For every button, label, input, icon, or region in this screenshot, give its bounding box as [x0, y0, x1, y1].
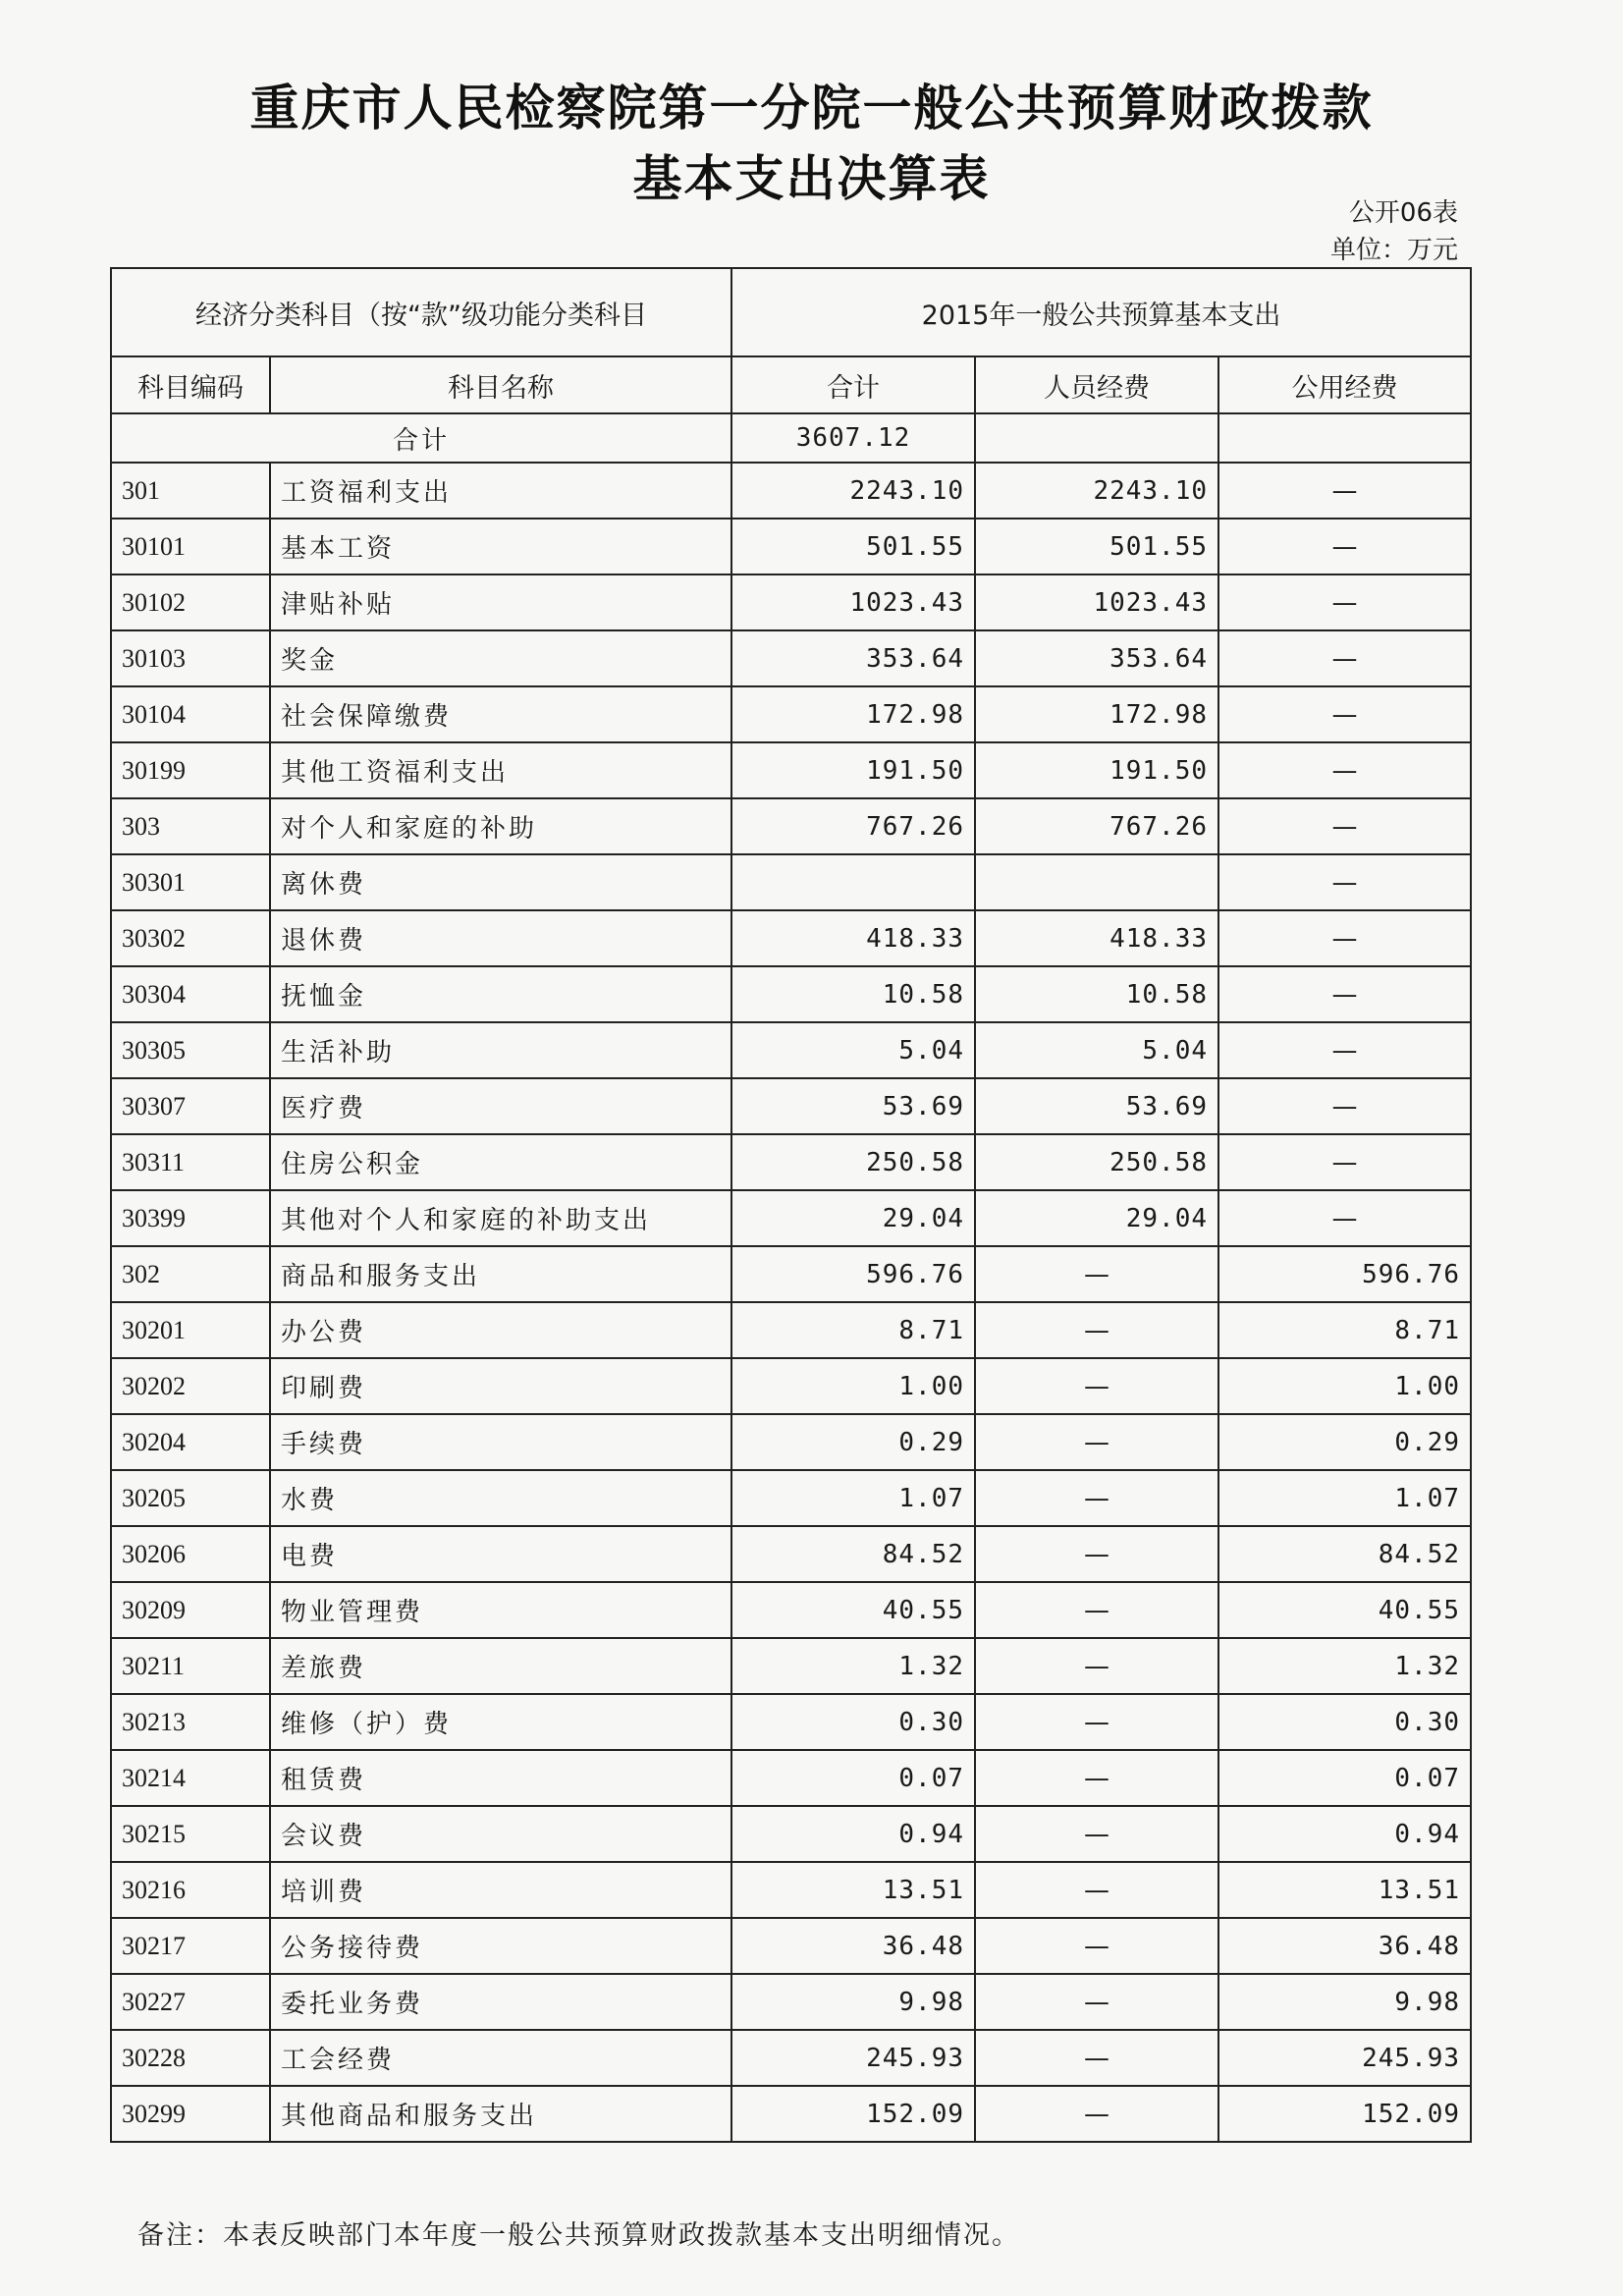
row-code: 30206: [111, 1526, 270, 1582]
row-public: —: [1218, 630, 1471, 686]
row-total: 767.26: [731, 798, 975, 854]
table-row: [111, 1974, 1471, 2030]
row-code: 30202: [111, 1358, 270, 1414]
table-row: [111, 1862, 1471, 1918]
row-total: 9.98: [731, 1974, 975, 2030]
row-public: —: [1218, 463, 1471, 519]
row-total: 250.58: [731, 1134, 975, 1190]
row-personnel: —: [975, 1358, 1218, 1414]
table-row: [111, 1134, 1471, 1190]
table-row: [111, 2030, 1471, 2086]
table-row: [111, 1022, 1471, 1078]
row-total: 191.50: [731, 742, 975, 798]
row-name: 其他商品和服务支出: [270, 2086, 731, 2142]
row-code: 30227: [111, 1974, 270, 2030]
row-name: 办公费: [270, 1302, 731, 1358]
row-code: 30311: [111, 1134, 270, 1190]
row-personnel: 2243.10: [975, 463, 1218, 519]
row-code: 30205: [111, 1470, 270, 1526]
row-name: 抚恤金: [270, 966, 731, 1022]
row-public: —: [1218, 798, 1471, 854]
table-row: [111, 1414, 1471, 1470]
row-code: 30217: [111, 1918, 270, 1974]
row-code: 30213: [111, 1694, 270, 1750]
row-name: 水费: [270, 1470, 731, 1526]
row-public: —: [1218, 1134, 1471, 1190]
row-code: 301: [111, 463, 270, 519]
footnote: 备注：本表反映部门本年度一般公共预算财政拨款基本支出明细情况。: [137, 2220, 1020, 2251]
row-personnel: —: [975, 1974, 1218, 2030]
row-personnel: —: [975, 1302, 1218, 1358]
row-code: 30199: [111, 742, 270, 798]
row-personnel: 767.26: [975, 798, 1218, 854]
row-code: 30101: [111, 519, 270, 574]
header-row-columns: [111, 356, 1471, 413]
row-name: 租赁费: [270, 1750, 731, 1806]
header-row-group: [111, 268, 1471, 356]
row-public: 0.07: [1218, 1750, 1471, 1806]
row-public: —: [1218, 519, 1471, 574]
table-row: [111, 686, 1471, 742]
row-public: —: [1218, 742, 1471, 798]
table-row: [111, 574, 1471, 630]
total-row: [111, 413, 1471, 463]
row-public: 0.29: [1218, 1414, 1471, 1470]
row-code: 302: [111, 1246, 270, 1302]
table-row: [111, 1918, 1471, 1974]
row-public: 40.55: [1218, 1582, 1471, 1638]
form-code: 公开06表: [1348, 198, 1458, 228]
table-row: [111, 1806, 1471, 1862]
row-personnel: —: [975, 2086, 1218, 2142]
row-code: 30399: [111, 1190, 270, 1246]
header-economic-classification: 经济分类科目（按“款”级功能分类科目: [111, 268, 731, 356]
row-total: 5.04: [731, 1022, 975, 1078]
row-name: 基本工资: [270, 519, 731, 574]
row-public: 9.98: [1218, 1974, 1471, 2030]
row-personnel: —: [975, 1918, 1218, 1974]
row-code: 30304: [111, 966, 270, 1022]
row-code: 30102: [111, 574, 270, 630]
row-code: 30201: [111, 1302, 270, 1358]
row-personnel: —: [975, 1806, 1218, 1862]
row-personnel: 250.58: [975, 1134, 1218, 1190]
row-name: 退休费: [270, 910, 731, 966]
table-row: [111, 1246, 1471, 1302]
row-total: 53.69: [731, 1078, 975, 1134]
row-personnel: 501.55: [975, 519, 1218, 574]
total-label: 合计: [111, 413, 731, 463]
row-code: 30228: [111, 2030, 270, 2086]
row-public: 8.71: [1218, 1302, 1471, 1358]
row-name: 工资福利支出: [270, 463, 731, 519]
row-total: 0.07: [731, 1750, 975, 1806]
row-name: 社会保障缴费: [270, 686, 731, 742]
row-code: 30215: [111, 1806, 270, 1862]
row-public: 1.32: [1218, 1638, 1471, 1694]
table-row: [111, 966, 1471, 1022]
document-subtitle: 基本支出决算表: [632, 150, 991, 207]
table-row: [111, 1582, 1471, 1638]
table-row: [111, 1358, 1471, 1414]
row-name: 差旅费: [270, 1638, 731, 1694]
table-row: [111, 798, 1471, 854]
row-personnel: 172.98: [975, 686, 1218, 742]
row-total: 353.64: [731, 630, 975, 686]
row-code: 30104: [111, 686, 270, 742]
row-name: 商品和服务支出: [270, 1246, 731, 1302]
table-row: [111, 630, 1471, 686]
table-row: [111, 519, 1471, 574]
row-name: 津贴补贴: [270, 574, 731, 630]
row-total: 245.93: [731, 2030, 975, 2086]
row-public: —: [1218, 854, 1471, 910]
row-total: 36.48: [731, 1918, 975, 1974]
document-title: 重庆市人民检察院第一分院一般公共预算财政拨款: [249, 80, 1374, 137]
row-name: 工会经费: [270, 2030, 731, 2086]
row-public: 596.76: [1218, 1246, 1471, 1302]
row-public: 1.00: [1218, 1358, 1471, 1414]
row-public: —: [1218, 910, 1471, 966]
row-name: 离休费: [270, 854, 731, 910]
row-personnel: 1023.43: [975, 574, 1218, 630]
row-public: —: [1218, 1022, 1471, 1078]
row-public: 84.52: [1218, 1526, 1471, 1582]
row-personnel: 10.58: [975, 966, 1218, 1022]
row-public: —: [1218, 966, 1471, 1022]
header-personnel: 人员经费: [975, 356, 1218, 413]
table-row: [111, 1190, 1471, 1246]
row-public: 13.51: [1218, 1862, 1471, 1918]
row-public: 245.93: [1218, 2030, 1471, 2086]
row-code: 30216: [111, 1862, 270, 1918]
row-personnel: 418.33: [975, 910, 1218, 966]
table-row: [111, 1078, 1471, 1134]
row-name: 印刷费: [270, 1358, 731, 1414]
row-personnel: —: [975, 1582, 1218, 1638]
expenditure-table: [110, 267, 1472, 2143]
row-total: 84.52: [731, 1526, 975, 1582]
row-name: 手续费: [270, 1414, 731, 1470]
header-total: 合计: [731, 356, 975, 413]
table-row: [111, 1526, 1471, 1582]
row-public: 36.48: [1218, 1918, 1471, 1974]
row-code: 30214: [111, 1750, 270, 1806]
table-body: [111, 413, 1471, 2142]
row-name: 培训费: [270, 1862, 731, 1918]
row-total: [731, 854, 975, 910]
row-personnel: —: [975, 1694, 1218, 1750]
row-total: 29.04: [731, 1190, 975, 1246]
row-public: 0.94: [1218, 1806, 1471, 1862]
row-personnel: —: [975, 1638, 1218, 1694]
table-row: [111, 2086, 1471, 2142]
table-row: [111, 1638, 1471, 1694]
row-personnel: [975, 854, 1218, 910]
row-name: 生活补助: [270, 1022, 731, 1078]
row-total: 40.55: [731, 1582, 975, 1638]
row-total: 0.29: [731, 1414, 975, 1470]
row-total: 596.76: [731, 1246, 975, 1302]
row-code: 30103: [111, 630, 270, 686]
row-name: 物业管理费: [270, 1582, 731, 1638]
row-total: 13.51: [731, 1862, 975, 1918]
row-public: 0.30: [1218, 1694, 1471, 1750]
row-personnel: 29.04: [975, 1190, 1218, 1246]
row-code: 30301: [111, 854, 270, 910]
row-personnel: —: [975, 1414, 1218, 1470]
row-total: 2243.10: [731, 463, 975, 519]
row-name: 委托业务费: [270, 1974, 731, 2030]
row-total: 1023.43: [731, 574, 975, 630]
row-name: 奖金: [270, 630, 731, 686]
header-basic-expenditure: 2015年一般公共预算基本支出: [731, 268, 1471, 356]
row-personnel: —: [975, 1750, 1218, 1806]
row-personnel: —: [975, 1246, 1218, 1302]
row-public: 152.09: [1218, 2086, 1471, 2142]
row-name: 电费: [270, 1526, 731, 1582]
row-total: 172.98: [731, 686, 975, 742]
row-name: 公务接待费: [270, 1918, 731, 1974]
row-personnel: —: [975, 1526, 1218, 1582]
row-total: 1.00: [731, 1358, 975, 1414]
row-personnel: 353.64: [975, 630, 1218, 686]
header-name: 科目名称: [270, 356, 731, 413]
row-total: 418.33: [731, 910, 975, 966]
row-code: 30299: [111, 2086, 270, 2142]
table-row: [111, 463, 1471, 519]
row-public: —: [1218, 1190, 1471, 1246]
row-name: 会议费: [270, 1806, 731, 1862]
row-total: 1.07: [731, 1470, 975, 1526]
row-name: 其他对个人和家庭的补助支出: [270, 1190, 731, 1246]
table-row: [111, 854, 1471, 910]
row-total: 501.55: [731, 519, 975, 574]
header-code: 科目编码: [111, 356, 270, 413]
row-personnel: 191.50: [975, 742, 1218, 798]
row-code: 303: [111, 798, 270, 854]
row-personnel: —: [975, 2030, 1218, 2086]
table-row: [111, 1470, 1471, 1526]
total-personnel: [975, 413, 1218, 463]
row-name: 住房公积金: [270, 1134, 731, 1190]
unit-label: 单位：万元: [1329, 236, 1458, 265]
table-row: [111, 1750, 1471, 1806]
row-public: 1.07: [1218, 1470, 1471, 1526]
row-total: 1.32: [731, 1638, 975, 1694]
row-public: —: [1218, 1078, 1471, 1134]
row-total: 8.71: [731, 1302, 975, 1358]
header-public: 公用经费: [1218, 356, 1471, 413]
row-code: 30204: [111, 1414, 270, 1470]
row-code: 30307: [111, 1078, 270, 1134]
row-personnel: 53.69: [975, 1078, 1218, 1134]
row-total: 0.94: [731, 1806, 975, 1862]
row-name: 对个人和家庭的补助: [270, 798, 731, 854]
table-row: [111, 1694, 1471, 1750]
row-total: 0.30: [731, 1694, 975, 1750]
row-name: 维修（护）费: [270, 1694, 731, 1750]
table-row: [111, 910, 1471, 966]
row-public: —: [1218, 574, 1471, 630]
table-row: [111, 1302, 1471, 1358]
row-code: 30209: [111, 1582, 270, 1638]
row-code: 30302: [111, 910, 270, 966]
row-total: 10.58: [731, 966, 975, 1022]
row-personnel: —: [975, 1470, 1218, 1526]
row-code: 30305: [111, 1022, 270, 1078]
row-name: 医疗费: [270, 1078, 731, 1134]
row-personnel: 5.04: [975, 1022, 1218, 1078]
row-personnel: —: [975, 1862, 1218, 1918]
row-code: 30211: [111, 1638, 270, 1694]
row-public: —: [1218, 686, 1471, 742]
total-value: 3607.12: [731, 413, 975, 463]
table-row: [111, 742, 1471, 798]
row-name: 其他工资福利支出: [270, 742, 731, 798]
row-total: 152.09: [731, 2086, 975, 2142]
total-public: [1218, 413, 1471, 463]
